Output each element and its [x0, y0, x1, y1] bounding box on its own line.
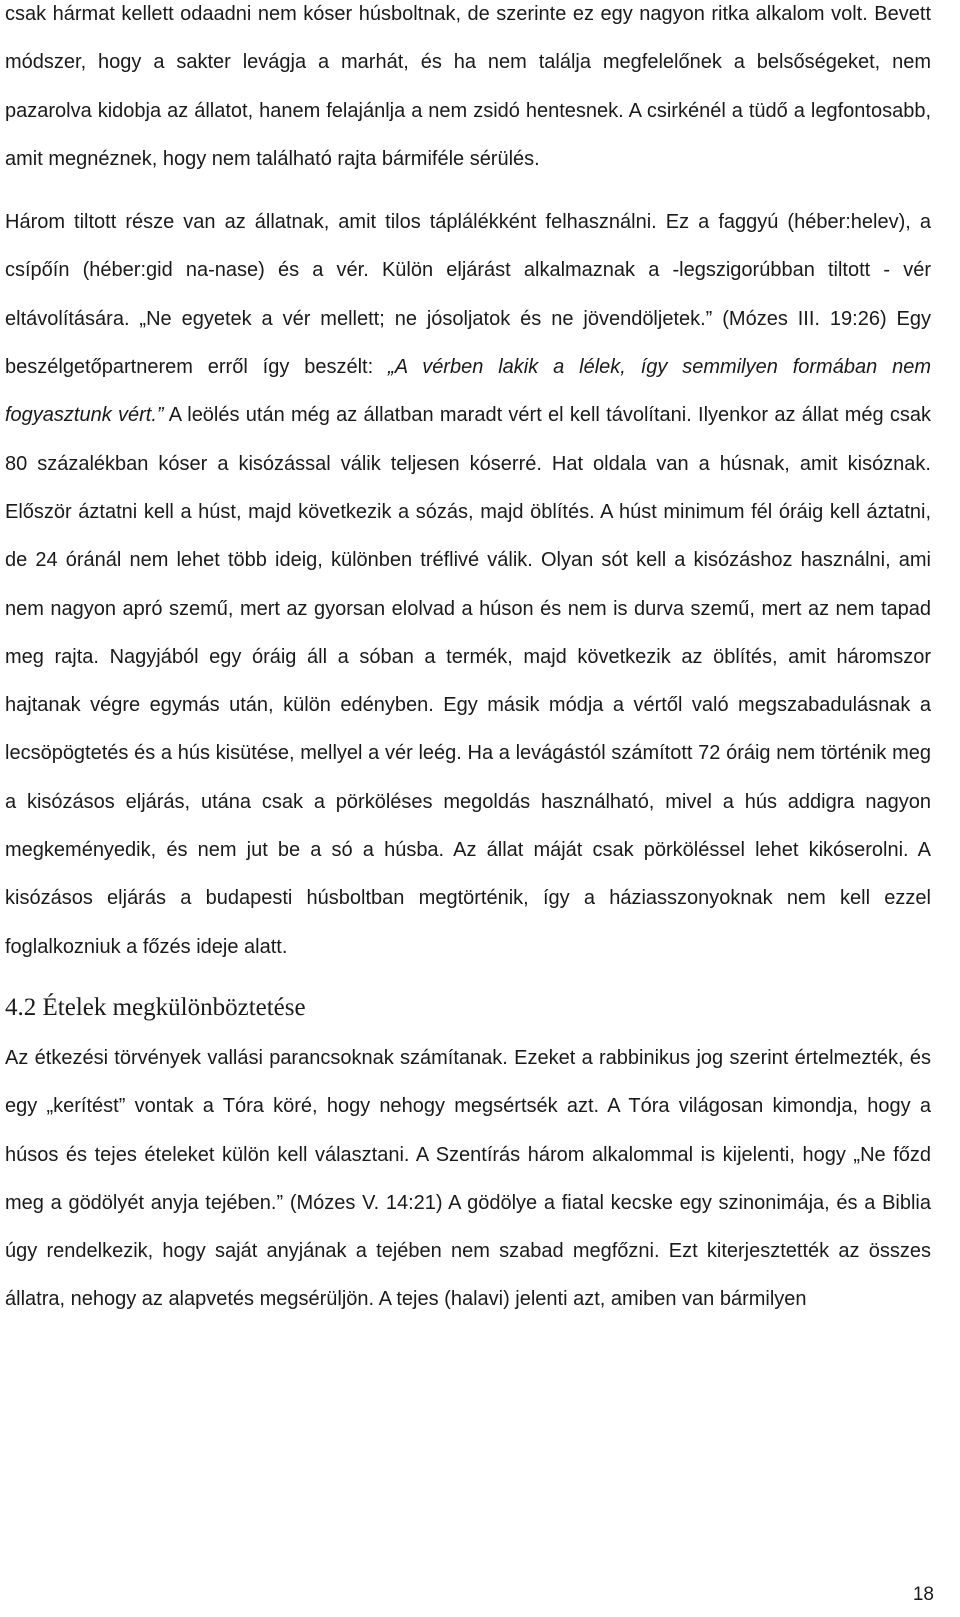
italic-quote: „A vérben lakik a lélek, így semmilyen formában nem fogyasztunk vért.”	[5, 356, 932, 427]
document-page	[5, 0, 931, 1324]
section-number: 4.2	[5, 993, 37, 1021]
paragraph-dietary-laws	[5, 1034, 931, 1324]
paragraph-text: Az étkezési törvények vallási parancsoknak számítanak. Ezeket a rabbinikus jog szerint értelmezték, és egy „kerítést” vontak a Tóra köré, hogy nehogy megsértsék azt. A Tóra világosan kimondja, hogy a húsos és tejes ételeket külön kell választani. A Szentírás három alkalommal is kijelenti, hogy „Ne főzd meg a gödölyét anyja tejében.” (Mózes V. 14:21) A gödölye a fiatal kecske egy szinonimája, és a Biblia úgy rendelkezik, hogy saját anyjának a tejében nem szabad megfőzni. Ezt kiterjesztették az összes állatra, nehogy az alapvetés megsérüljön. A tejes (halavi) jelenti azt, amiben van bármilyen	[5, 1046, 931, 1311]
section-heading	[5, 990, 931, 1026]
paragraph-kosher-butcher	[5, 0, 931, 183]
paragraph-text: csak hármat kellett odaadni nem kóser húsboltnak, de szerinte ez egy nagyon ritka alkalom volt. Bevett módszer, hogy a sakter levágja a marhát, és ha nem találja megfelelőnek a belsőségeket, nem pazarolva kidobja az állatot, hanem felajánlja a nem zsidó hentesnek. A csirkénél a tüdő a legfontosabb, amit megnéznek, hogy nem található rajta bármiféle sérülés.	[5, 3, 931, 170]
section-title: Ételek megkülönböztetése	[42, 993, 306, 1021]
paragraph-forbidden-parts	[5, 198, 931, 971]
paragraph-text: Három tiltott része van az állatnak, amit tilos táplálékként felhasználni. Ez a faggyú (héber:helev), a csípőín (héber:gid na-nase) és a vér. Külön eljárást alkalmaznak a -legszigorúbban tiltott - vér eltávolítására. „Ne egyetek a vér mellett; ne jósoljatok és ne jövendöljetek.” (Mózes III. 19:26) Egy beszélgetőpartnerem erről így beszélt:	[5, 211, 931, 379]
page-number: 18	[912, 1584, 934, 1605]
paragraph-text: A leölés után még az állatban maradt vért el kell távolítani. Ilyenkor az állat még csak 80 százalékban kóser a kisózással válik teljesen kóserré. Hat oldala van a húsnak, amit kisóznak. Először áztatni kell a húst, majd következik a sózás, majd öblítés. A húst minimum fél óráig kell áztatni, de 24 óránál nem lehet több ideig, különben tréflivé válik. Olyan sót kell a kisózáshoz használni, ami nem nagyon apró szemű, mert az gyorsan elolvad a húson és nem is durva szemű, mert az nem tapad meg rajta. Nagyjából egy óráig áll a sóban a termék, majd következik az öblítés, amit háromszor hajtanak végre egymás után, külön edényben. Egy másik módja a vértől való megszabadulásnak a lecsöpögtetés és a hús kisütése, mellyel a vér leég. Ha a levágástól számított 72 óráig nem történik meg a kisózásos eljárás, utána csak a pörköléses megoldás használható, mivel a hús addigra nagyon megkeményedik, és nem jut be a só a húsba. Az állat máját csak pörköléssel lehet kikóserolni. A kisózásos eljárás a budapesti húsboltban megtörténik, így a háziasszonyoknak nem kell ezzel foglalkozniuk a főzés ideje alatt.	[5, 404, 931, 958]
